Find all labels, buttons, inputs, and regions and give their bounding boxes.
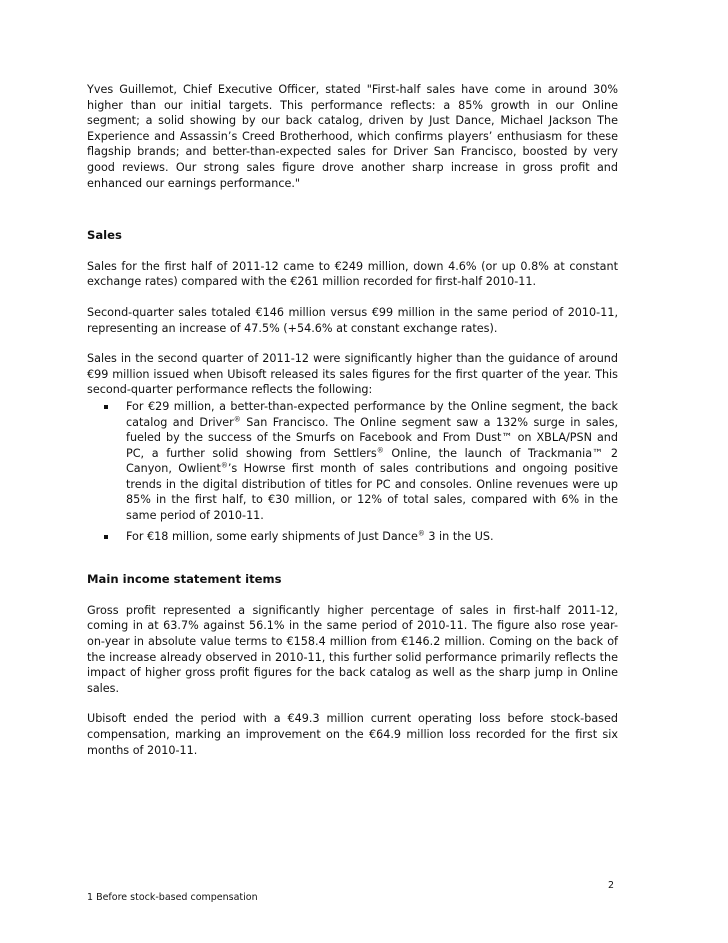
income-statement-heading: Main income statement items xyxy=(87,572,282,587)
bullet-1-text-a: For €29 million, a better-than-expected performance by the Online segment, the back catalog and Driver xyxy=(126,399,618,429)
bullet-icon xyxy=(104,535,108,539)
ceo-quote-paragraph: Yves Guillemot, Chief Executive Officer, stated "First-half sales have come in around 30% higher than our initial targets. This performance reflects: a 85% growth in our Online segment; a solid showing by our back catalog, driven by Just Dance, Michael Jackson The Experience and Assassin’s Creed Brotherhood, which confirms players’ enthusiasm for these flagship brands; and better-than-expected sales for Driver San Francisco, boosted by very good reviews. Our strong sales figure drove another sharp increase in gross profit and enhanced our earnings performance." xyxy=(87,83,618,190)
income-paragraph-2: Ubisoft ended the period with a €49.3 million current operating loss before stock-based compensation, marking an improvement on the €64.9 million loss recorded for the first six months of 2010-11. xyxy=(87,712,618,757)
document-body xyxy=(87,82,618,758)
income-paragraph-1: Gross profit represented a significantly higher percentage of sales in first-half 2011-12, coming in at 63.7% against 56.1% in the same period of 2010-11. The figure also rose year-on-year in absolute value terms to €158.4 million from €146.2 million. Coming on the back of the increase already observed in 2010-11, this further solid performance primarily reflects the impact of higher gross profit figures for the back catalog as well as the sharp jump in Online sales. xyxy=(87,603,618,695)
sales-paragraph-1: Sales for the first half of 2011-12 came to €249 million, down 4.6% (or up 0.8% at constant exchange rates) compared with the €261 million recorded for first-half 2010-11. xyxy=(87,259,618,289)
registered-mark: ® xyxy=(417,528,425,537)
page-number: 2 xyxy=(608,880,615,891)
bullet-1-text-c: Online, the launch of Trackmania™ 2 Canyon, Owlient xyxy=(126,446,618,476)
sales-bullet-list xyxy=(87,399,618,544)
bullet-2-text-b: 3 in the US. xyxy=(424,529,494,543)
registered-mark: ® xyxy=(376,445,384,454)
registered-mark: ® xyxy=(220,461,228,470)
bullet-icon xyxy=(104,405,108,409)
sales-paragraph-3: Sales in the second quarter of 2011-12 were significantly higher than the guidance of around €99 million issued when Ubisoft released its sales figures for the first quarter of the year. This second-quarter performance reflects the following: xyxy=(87,352,618,397)
bullet-1-text-d: ’s Howrse first month of sales contributions and ongoing positive trends in the digital distribution of titles for PC and consoles. Online revenues were up 85% in the first half, to €30 million, or 12% of total sales, compared with 6% in the same period of 2010-11. xyxy=(126,462,618,523)
bullet-1-text-b: San Francisco. The Online segment saw a 132% surge in sales, fueled by the success of the Smurfs on Facebook and From Dust™ on XBLA/PSN and PC, a further solid showing from Settlers xyxy=(126,415,619,460)
sales-heading: Sales xyxy=(87,228,122,243)
bullet-2-text-a: For €18 million, some early shipments of Just Dance xyxy=(126,529,418,543)
registered-mark: ® xyxy=(233,414,241,423)
sales-paragraph-2: Second-quarter sales totaled €146 million versus €99 million in the same period of 2010-11, representing an increase of 47.5% (+54.6% at constant exchange rates). xyxy=(87,305,618,335)
list-item xyxy=(126,399,618,524)
footnote: 1 Before stock-based compensation xyxy=(87,892,258,903)
list-item xyxy=(126,529,618,545)
